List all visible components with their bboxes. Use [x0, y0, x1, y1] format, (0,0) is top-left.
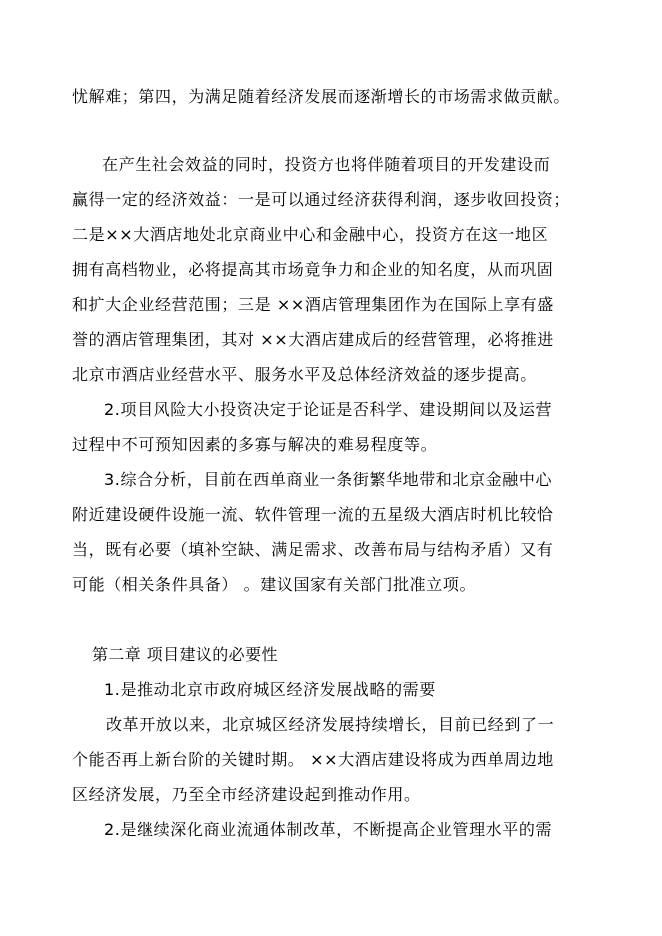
- paragraph-line: 北京市酒店业经营水平、服务水平及总体经济效益的逐步提高。: [72, 365, 537, 384]
- paragraph-line: 在产生社会效益的同时，投资方也将伴随着项目的开发建设而: [102, 155, 551, 174]
- chapter-heading: 第二章 项目建议的必要性: [92, 645, 278, 664]
- paragraph-line: 改革开放以来，北京城区经济发展持续增长，目前已经到了一: [106, 715, 555, 734]
- paragraph-line: 附近建设硬件设施一流、软件管理一流的五星级大酒店时机比较恰: [72, 505, 554, 524]
- paragraph-line: 誉的酒店管理集团，其对 ××大酒店建成后的经营管理，必将推进: [72, 330, 554, 349]
- paragraph-line: 个能否再上新台阶的关键时期。 ××大酒店建设将成为西单周边地: [72, 750, 554, 769]
- paragraph-line: 3.综合分析，目前在西单商业一条街繁华地带和北京金融中心: [104, 470, 553, 489]
- paragraph-line: 和扩大企业经营范围；三是 ××酒店管理集团作为在国际上享有盛: [72, 295, 554, 314]
- paragraph-line: 过程中不可预知因素的多寡与解决的难易程度等。: [72, 435, 438, 454]
- paragraph-line: 拥有高档物业，必将提高其市场竟争力和企业的知名度，从而巩固: [72, 260, 554, 279]
- paragraph-line: 区经济发展，乃至全市经济建设起到推动作用。: [72, 785, 421, 804]
- paragraph-line: 当，既有必要（填补空缺、满足需求、改善布局与结构矛盾）又有: [72, 540, 554, 559]
- section-heading: 2.是继续深化商业流通体制改革，不断提高企业管理水平的需: [104, 820, 553, 839]
- paragraph-line: 二是××大酒店地处北京商业中心和金融中心，投资方在这一地区: [72, 225, 549, 244]
- paragraph-line: 赢得一定的经济效益：一是可以通过经济获得利润，逐步收回投资；: [72, 190, 571, 209]
- paragraph-line: 忧解难；第四，为满足随着经济发展而逐渐增长的市场需求做贡献。: [72, 87, 571, 106]
- paragraph-line: 可能（相关条件具备） 。建议国家有关部门批准立项。: [72, 575, 477, 594]
- section-heading: 1.是推动北京市政府城区经济发展战略的需要: [104, 680, 436, 699]
- paragraph-line: 2.项目风险大小投资决定于论证是否科学、建设期间以及运营: [104, 400, 553, 419]
